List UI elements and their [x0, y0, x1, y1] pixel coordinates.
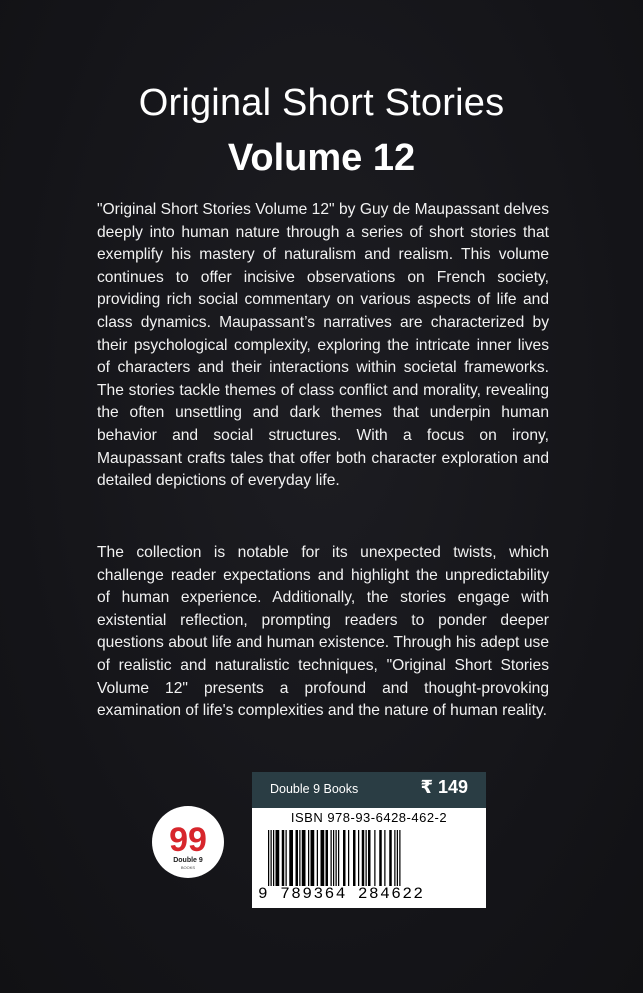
barcode-bar	[358, 830, 359, 886]
publisher-logo	[152, 806, 224, 878]
logo-numeral: 99	[169, 821, 207, 859]
barcode-bar	[366, 830, 367, 886]
barcode-bar	[368, 830, 371, 886]
barcode-bar	[331, 830, 332, 886]
title-line-2: Volume 12	[227, 137, 416, 179]
barcode-bar	[308, 830, 309, 886]
barcode-bar	[353, 830, 356, 886]
barcode-bar	[389, 830, 392, 886]
barcode-bar	[276, 830, 280, 886]
barcode-bar	[348, 830, 349, 886]
barcode-bar	[273, 830, 274, 886]
barcode-bar	[311, 830, 315, 886]
logo-sub: BOOKS	[180, 865, 196, 870]
barcode-bar	[397, 830, 398, 886]
barcode-bar	[333, 830, 334, 886]
barcode-bar	[299, 830, 300, 886]
barcode-bar	[343, 830, 346, 886]
barcode-bar	[336, 830, 337, 886]
price-box	[252, 772, 486, 808]
barcode-bar	[384, 830, 385, 886]
barcode-bar	[326, 830, 329, 886]
barcode-bar	[282, 830, 285, 886]
price: ₹ 149	[420, 777, 468, 797]
barcode-bar	[362, 830, 365, 886]
barcode-bar	[394, 830, 395, 886]
barcode-bar	[268, 830, 269, 886]
barcode-bar	[379, 830, 382, 886]
title-line-1: Original Short Stories	[138, 82, 505, 124]
barcode-panel	[252, 808, 486, 908]
barcode-bar	[399, 830, 400, 886]
barcode	[264, 830, 474, 886]
barcode-digits: 9 789364 284622	[258, 885, 425, 903]
publisher-name: Double 9 Books	[270, 782, 359, 796]
barcode-bar	[374, 830, 375, 886]
barcode-bar	[317, 830, 318, 886]
logo-word: Double 9	[173, 857, 203, 864]
barcode-bar	[321, 830, 325, 886]
barcode-bar	[296, 830, 299, 886]
description-paragraph-2: The collection is notable for its unexpected twists, which challenge reader expectations and highlight the unpredictability of human experience. Additionally, the stories engage with existential reflection, prompting readers to ponder deeper questions about life and human existence. Through his adept use of realistic and naturalistic techniques, "Original Short Stories Volume 12" presents a profound and thought-provoking examination of life's complexities and the nature of human reality.	[97, 544, 549, 720]
barcode-bar	[271, 830, 272, 886]
barcode-bar	[338, 830, 339, 886]
barcode-bar	[289, 830, 293, 886]
isbn-label: ISBN 978-93-6428-462-2	[290, 810, 448, 825]
barcode-bar	[286, 830, 287, 886]
description-paragraph-1: "Original Short Stories Volume 12" by Guy de Maupassant delves deeply into human nature through a series of short stories that exemplify his mastery of naturalism and realism. This volume continues to offer incisive observations on French society, providing rich social commentary on various aspects of life and class dynamics. Maupassant’s narratives are characterized by their psychological complexity, exploring the intricate inner lives of characters and their interactions within societal frameworks. The stories tackle themes of class conflict and morality, revealing the often unsettling and dark themes that underpin human behavior and social structures. With a focus on irony, Maupassant crafts tales that offer both character exploration and detailed depictions of everyday life.	[97, 201, 549, 490]
barcode-bar	[302, 830, 306, 886]
